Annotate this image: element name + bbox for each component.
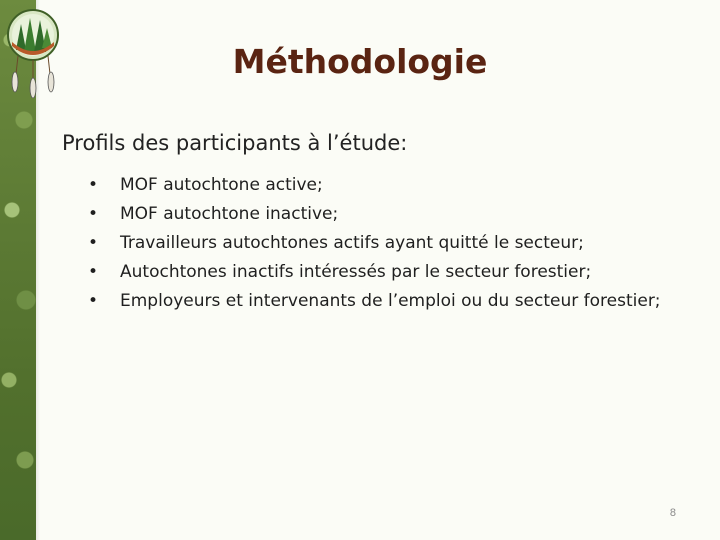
bullet-item: • Autochtones inactifs intéressés par le secteur forestier; [88,258,668,287]
slide-title: Méthodologie [232,42,488,81]
page-number: 8 [669,507,676,519]
slide-subtitle: Profils des participants à l’étude: [62,131,408,155]
bullet-item: • Travailleurs autochtones actifs ayant quitté le secteur; [88,229,668,258]
bullet-item: • Employeurs et intervenants de l’emploi ou du secteur forestier; [88,287,668,316]
bullet-item: • MOF autochtone inactive; [88,200,668,229]
bullet-item: • MOF autochtone active; [88,171,668,200]
bullet-list [88,171,668,316]
